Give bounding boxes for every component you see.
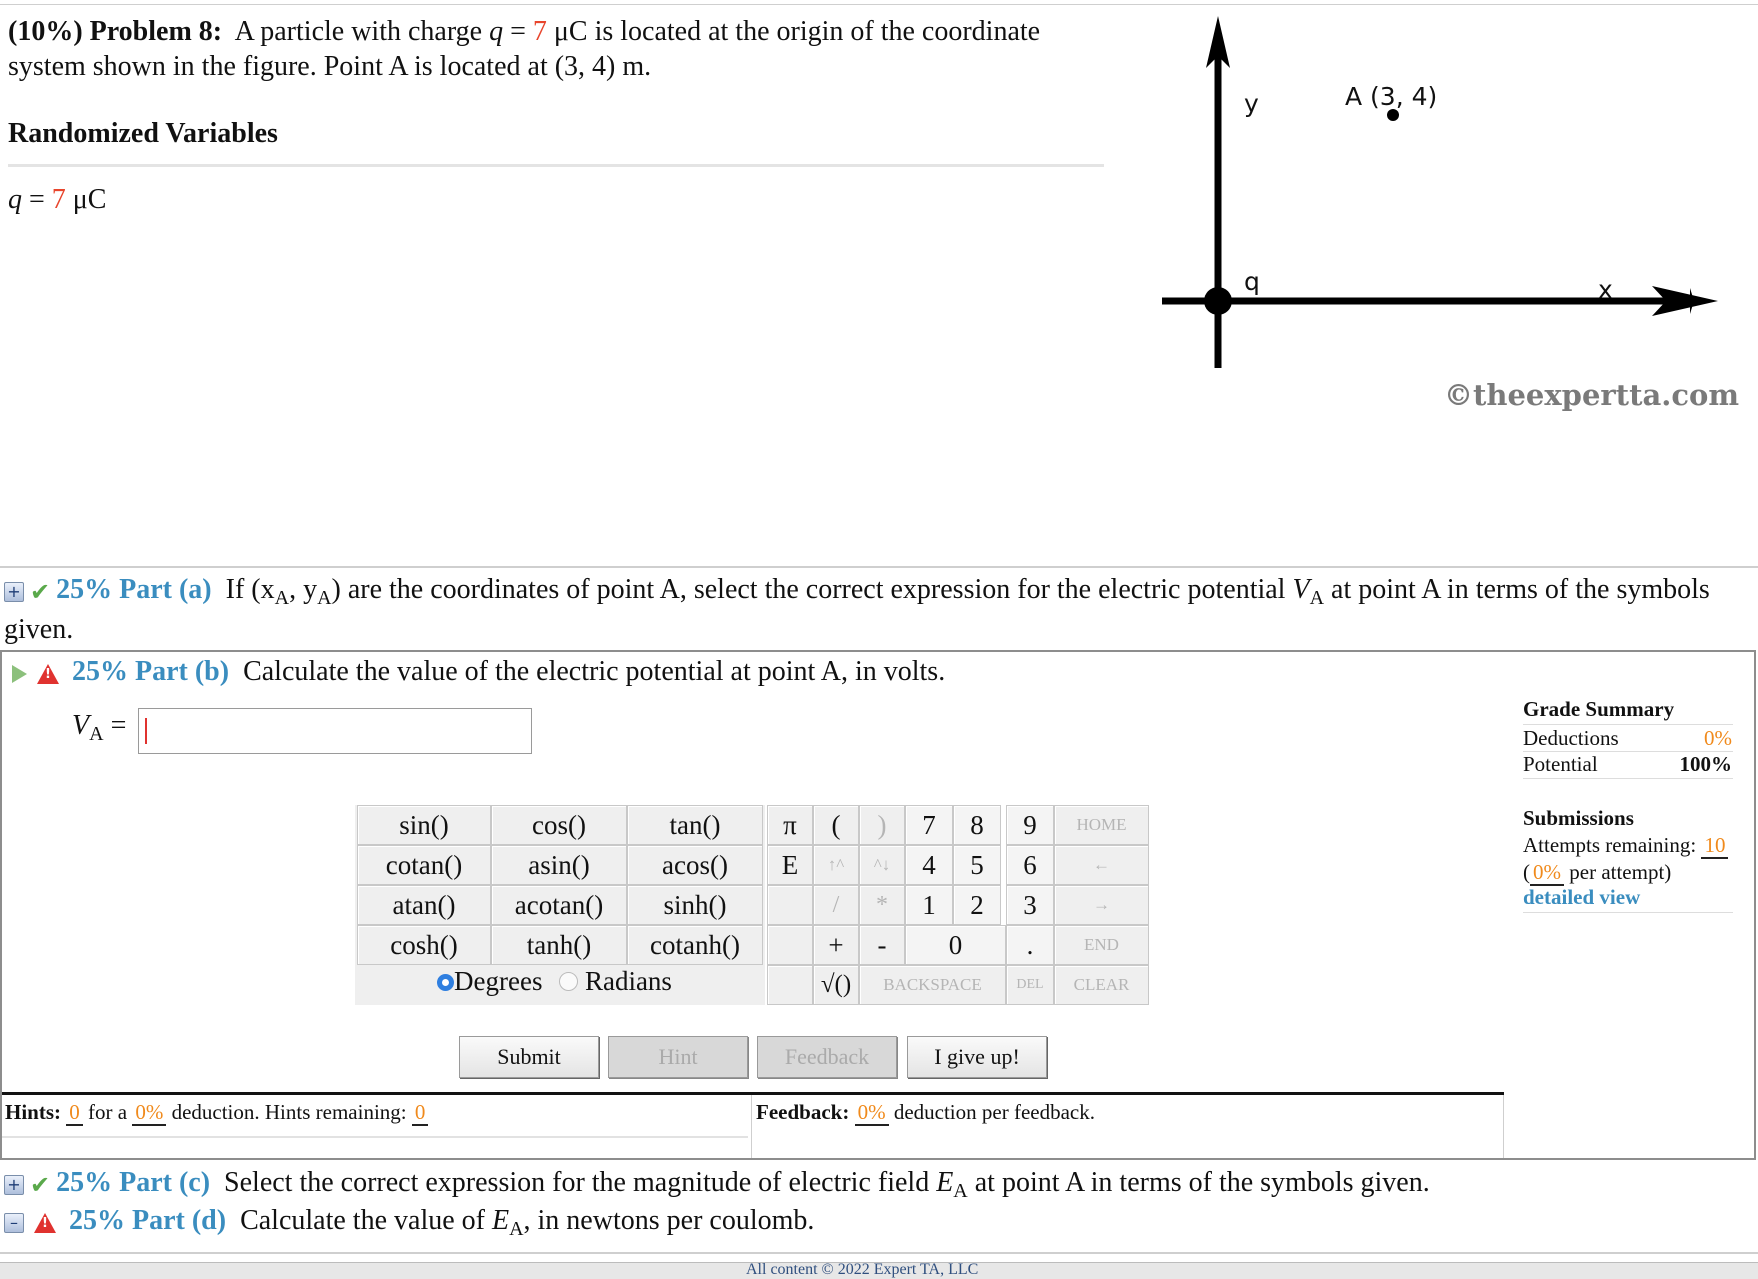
part-d-sym: E	[491, 1205, 510, 1236]
watermark: ©theexpertta.com	[1444, 378, 1740, 412]
part-c-sym: E	[936, 1167, 954, 1198]
hints-divider	[2, 1092, 1504, 1095]
part-d-weight: 25%	[69, 1205, 125, 1236]
digit-key-6[interactable]: 6	[1006, 845, 1054, 885]
feedback-info	[756, 1100, 1095, 1125]
part-d-symsub: A	[509, 1218, 524, 1240]
gs-row-rule-2	[1523, 778, 1733, 779]
hints-count: 0	[66, 1100, 83, 1126]
function-key-sinh[interactable]: sinh()	[627, 885, 763, 925]
hints-info	[5, 1100, 428, 1125]
answer-label-symbol: V	[72, 710, 90, 741]
answer-label-sub: A	[89, 723, 104, 745]
part-d-text2: , in newtons per coulomb.	[523, 1205, 815, 1236]
part-a-name[interactable]: Part (a)	[119, 574, 212, 605]
e-key[interactable]: E	[767, 845, 813, 885]
digit-key-3[interactable]: 3	[1006, 885, 1054, 925]
problem-q-value: 7	[532, 16, 547, 47]
part-c-weight: 25%	[56, 1167, 113, 1198]
bottom-divider	[0, 1252, 1758, 1254]
part-a-text3: ) are the coordinates of point A, select the correct expression for the electric potential	[331, 574, 1286, 605]
var-eq: =	[29, 184, 45, 215]
randomized-divider	[8, 164, 1104, 167]
backspace-key[interactable]: BACKSPACE	[859, 965, 1006, 1005]
expand-icon[interactable]: +	[4, 582, 24, 602]
right-arrow-key[interactable]: →	[1054, 885, 1149, 925]
answer-label	[72, 710, 127, 745]
attempts-value: 10	[1701, 833, 1728, 859]
digit-key-0[interactable]: 0	[905, 925, 1006, 965]
part-c-name[interactable]: Part (c)	[119, 1167, 211, 1198]
del-key[interactable]: DEL	[1006, 965, 1054, 1005]
function-key-cotanh[interactable]: cotanh()	[627, 925, 763, 965]
function-key-atan[interactable]: atan()	[357, 885, 491, 925]
problem-text-2: is located at the origin of the coordinate	[594, 16, 1041, 47]
problem-text-3: system shown in the figure. Point A is located at (3, 4) m.	[8, 51, 652, 82]
var-symbol: q	[8, 184, 22, 215]
digit-key-7[interactable]: 7	[905, 805, 953, 845]
hints-label: Hints:	[5, 1100, 62, 1124]
feedback-button[interactable]: Feedback	[757, 1036, 897, 1078]
answer-input[interactable]	[138, 708, 532, 754]
feedback-separator	[751, 1095, 752, 1158]
part-a-text2: , y	[289, 574, 318, 605]
part-a-sub1: A	[274, 587, 290, 609]
up-key[interactable]: ↑^	[813, 845, 859, 885]
randomized-variable-q	[8, 184, 106, 216]
submissions-title: Submissions	[1523, 806, 1634, 830]
potential-value: 100%	[1679, 752, 1732, 776]
label-point-a: A (3, 4)	[1345, 82, 1438, 111]
digit-key-9[interactable]: 9	[1006, 805, 1054, 845]
part-c-row[interactable]	[4, 1163, 1430, 1205]
plus-key[interactable]: +	[813, 925, 859, 965]
function-key-sin[interactable]: sin()	[357, 805, 491, 845]
per-attempt-text: per attempt)	[1569, 860, 1672, 884]
radians-label[interactable]: Radians	[584, 966, 672, 996]
radians-radio[interactable]	[559, 972, 578, 991]
feedback-pct: 0%	[855, 1100, 889, 1126]
warning-icon	[37, 664, 59, 684]
text-cursor	[145, 718, 147, 744]
left-arrow-key[interactable]: ←	[1054, 845, 1149, 885]
part-c-symsub: A	[953, 1180, 968, 1202]
deductions-value: 0%	[1704, 726, 1732, 750]
var-unit: μC	[72, 184, 107, 215]
label-x: x	[1598, 275, 1613, 304]
label-y: y	[1244, 89, 1259, 118]
end-key[interactable]: END	[1054, 925, 1149, 965]
hints-underline	[2, 1136, 748, 1138]
part-d-text1: Calculate the value of	[240, 1205, 485, 1236]
var-value: 7	[51, 184, 66, 215]
down-key[interactable]: ^↓	[859, 845, 905, 885]
problem-text-1: A particle with charge	[234, 16, 483, 47]
times-key[interactable]: *	[859, 885, 905, 925]
function-key-cosh[interactable]: cosh()	[357, 925, 491, 965]
charge-dot	[1204, 287, 1232, 315]
angle-mode	[437, 966, 672, 997]
function-key-tanh[interactable]: tanh()	[491, 925, 627, 965]
label-q: q	[1244, 267, 1260, 296]
checkmark-icon: ✔	[30, 577, 51, 606]
function-key-cotan[interactable]: cotan()	[357, 845, 491, 885]
part-a-symsub: A	[1309, 587, 1325, 609]
part-b-name[interactable]: Part (b)	[135, 656, 230, 687]
problem-q-unit: μC	[553, 16, 588, 47]
part-c-text2: at point A in terms of the symbols given.	[974, 1167, 1430, 1198]
function-key-tan[interactable]: tan()	[627, 805, 763, 845]
randomized-variables-title: Randomized Variables	[8, 118, 278, 149]
digit-key-4[interactable]: 4	[905, 845, 953, 885]
per-attempt-pct: 0%	[1530, 860, 1564, 886]
problem-eq: =	[510, 16, 526, 47]
expand-icon[interactable]: +	[4, 1175, 24, 1195]
blank-key-1	[767, 885, 813, 925]
part-a-weight: 25%	[56, 574, 113, 605]
problem-weight: (10%)	[8, 16, 83, 47]
blank-key-3	[767, 965, 813, 1005]
part-a-row-line2: given.	[4, 614, 74, 645]
part-c-text1: Select the correct expression for the magnitude of electric field	[224, 1167, 930, 1198]
hints-pct: 0%	[132, 1100, 166, 1126]
home-key[interactable]: HOME	[1054, 805, 1149, 845]
sqrt-key[interactable]: √()	[813, 965, 859, 1005]
part-a-sub2: A	[317, 587, 332, 609]
part-a-sym: V	[1292, 574, 1310, 605]
grade-summary-title: Grade Summary	[1523, 697, 1675, 721]
pi-key[interactable]: π	[767, 805, 813, 845]
digit-key-1[interactable]: 1	[905, 885, 953, 925]
warning-icon	[34, 1213, 56, 1233]
function-key-acotan[interactable]: acotan()	[491, 885, 627, 925]
feedback-label: Feedback:	[756, 1100, 850, 1124]
divide-key[interactable]: /	[813, 885, 859, 925]
per-attempt-open: (	[1523, 860, 1530, 884]
gs-separator	[1503, 1095, 1504, 1158]
blank-key-2	[767, 925, 813, 965]
function-key-cos[interactable]: cos()	[491, 805, 627, 845]
gs-bottom-rule	[1523, 912, 1733, 913]
attempts-label: Attempts remaining:	[1523, 833, 1697, 857]
gs-title-rule	[1523, 724, 1733, 725]
detailed-view-link[interactable]: detailed view	[1523, 885, 1641, 909]
minus-key[interactable]: -	[859, 925, 905, 965]
hint-button[interactable]: Hint	[608, 1036, 748, 1078]
collapse-icon[interactable]: –	[4, 1213, 24, 1233]
potential-label: Potential	[1523, 752, 1598, 776]
problem-number: Problem 8:	[89, 16, 223, 47]
part-a-text4: at point A in terms of the symbols	[1331, 574, 1710, 605]
function-key-acos[interactable]: acos()	[627, 845, 763, 885]
answer-label-eq: =	[110, 710, 127, 741]
digit-key-2[interactable]: 2	[953, 885, 1001, 925]
part-d-row[interactable]	[4, 1201, 814, 1241]
degrees-label[interactable]: Degrees	[454, 966, 543, 996]
figure-divider	[0, 566, 1758, 568]
degrees-radio[interactable]	[437, 974, 454, 991]
hints-deduction: deduction. Hints remaining:	[171, 1100, 407, 1124]
submit-button[interactable]: Submit	[459, 1036, 599, 1078]
attempts-remaining	[1523, 833, 1728, 858]
coordinate-figure	[1150, 10, 1750, 420]
per-attempt	[1523, 860, 1671, 885]
part-a-row[interactable]	[4, 570, 1710, 612]
digit-key-8[interactable]: 8	[953, 805, 1001, 845]
hints-for-a: for a	[88, 1100, 128, 1124]
give-up-button[interactable]: I give up!	[907, 1036, 1047, 1078]
part-b-weight: 25%	[72, 656, 128, 687]
clear-key[interactable]: CLEAR	[1054, 965, 1149, 1005]
digit-key-point[interactable]: .	[1006, 925, 1054, 965]
checkmark-icon: ✔	[30, 1170, 51, 1199]
function-key-asin[interactable]: asin()	[491, 845, 627, 885]
part-a-text1: If (x	[225, 574, 275, 605]
lparen-key[interactable]: (	[813, 805, 859, 845]
play-arrow-icon[interactable]	[12, 665, 27, 683]
footer-copyright: All content © 2022 Expert TA, LLC	[746, 1261, 979, 1278]
deductions-label: Deductions	[1523, 726, 1619, 750]
problem-q-symbol: q	[489, 16, 504, 47]
part-b-text: Calculate the value of the electric potential at point A, in volts.	[243, 656, 946, 687]
part-b-row[interactable]	[4, 652, 945, 692]
digit-key-5[interactable]: 5	[953, 845, 1001, 885]
part-d-name[interactable]: Part (d)	[132, 1205, 227, 1236]
top-divider	[0, 4, 1758, 5]
hints-remaining: 0	[412, 1100, 429, 1126]
feedback-text: deduction per feedback.	[893, 1100, 1095, 1124]
rparen-key[interactable]: )	[859, 805, 905, 845]
problem-statement	[8, 14, 1108, 84]
